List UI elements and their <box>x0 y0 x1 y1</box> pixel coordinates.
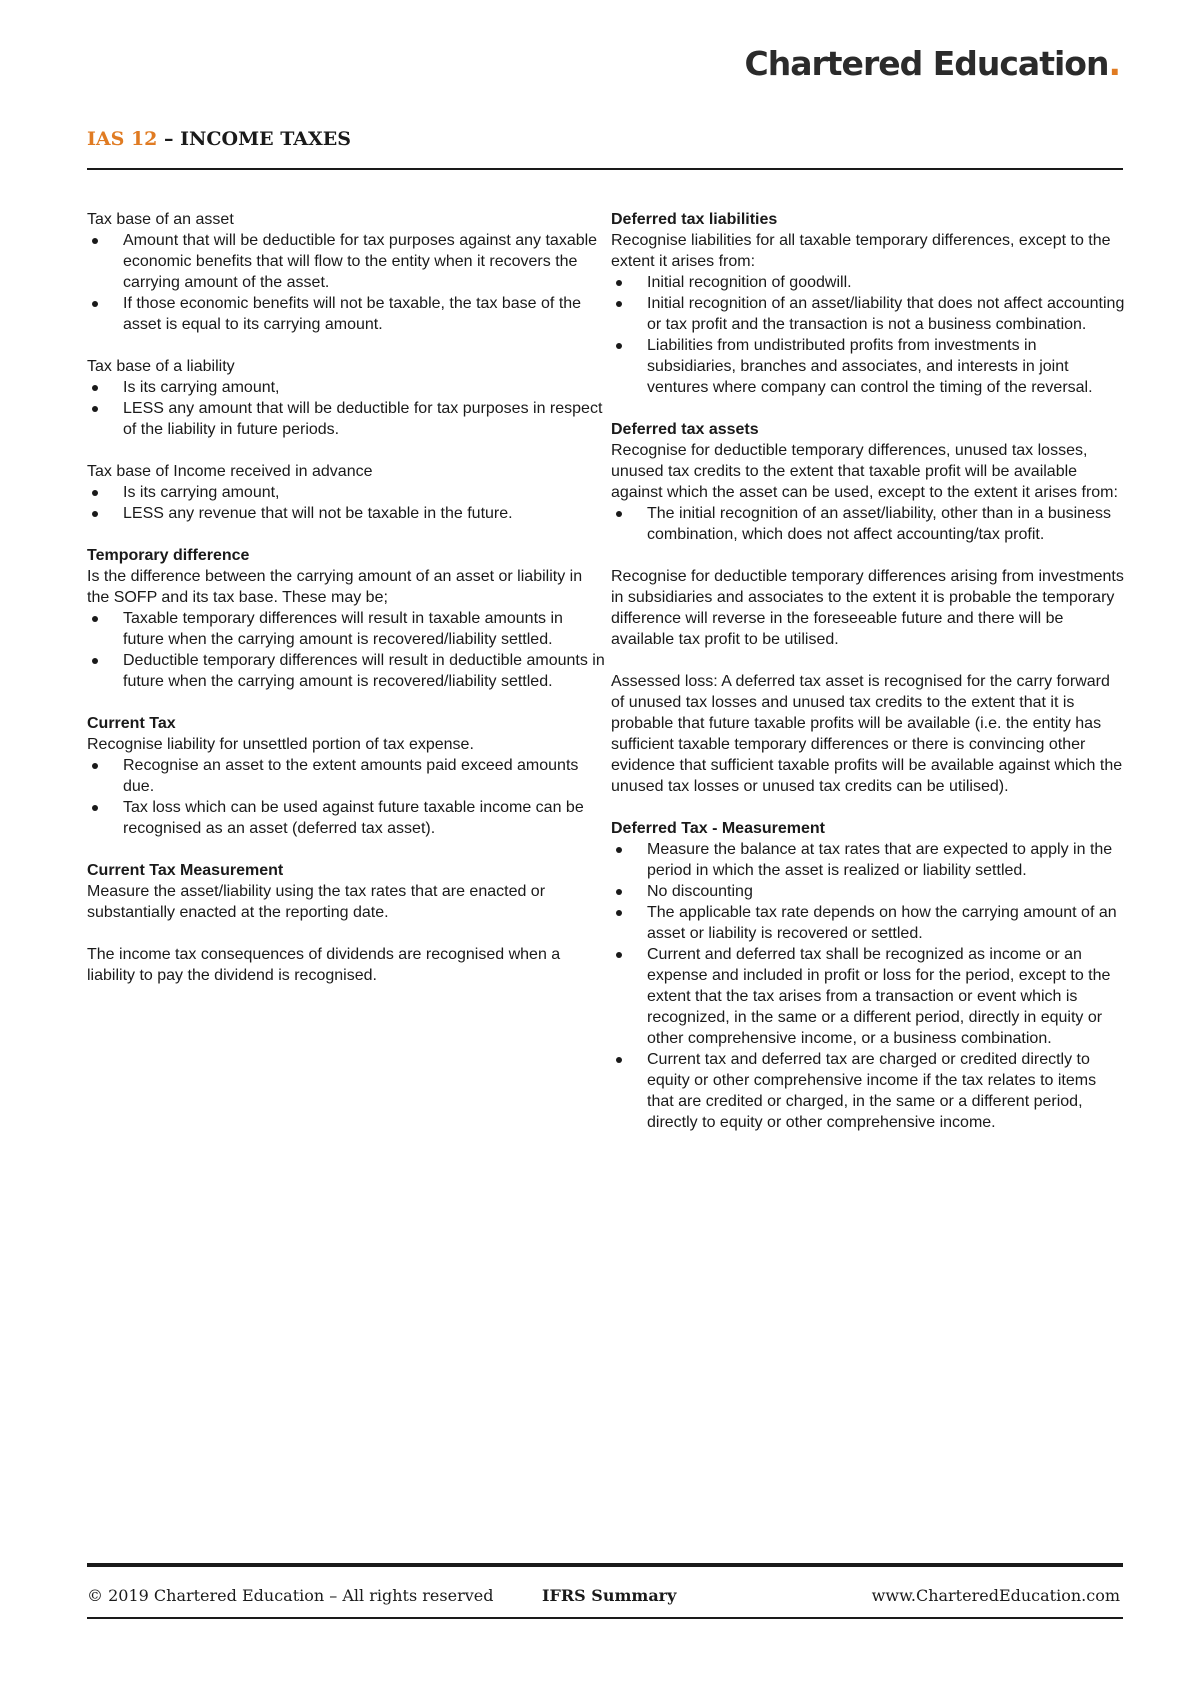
recognise-deductible-section <box>611 566 1126 650</box>
footer-divider-bottom <box>87 1617 1123 1619</box>
right-column <box>611 209 1126 1154</box>
section-heading: Tax base of a liability <box>87 358 235 375</box>
section-heading: Deferred tax liabilities <box>611 211 778 228</box>
tax-base-income-section <box>87 461 607 524</box>
list-item: LESS any revenue that will not be taxable in the future. <box>87 503 607 524</box>
list-item: Deductible temporary differences will result in deductible amounts in future when the carrying amount is recovered/liability settled. <box>87 650 607 692</box>
tax-base-liability-section <box>87 356 607 440</box>
assessed-loss-section <box>611 671 1126 797</box>
list-item: Initial recognition of an asset/liability that does not affect accounting or tax profit and the transaction is not a business combination. <box>611 293 1126 335</box>
brand-dot: . <box>1108 44 1120 83</box>
deferred-liabilities-section <box>611 209 1126 398</box>
list-item: The applicable tax rate depends on how the carrying amount of an asset or liability is recovered or settled. <box>611 902 1126 944</box>
header-divider <box>87 168 1123 170</box>
dividends-section <box>87 944 607 986</box>
section-text: Measure the asset/liability using the tax rates that are enacted or substantially enacted at the reporting date. <box>87 883 546 921</box>
section-heading: Current Tax Measurement <box>87 862 284 879</box>
list-item: Current and deferred tax shall be recognized as income or an expense and included in profit or loss for the period, except to the extent that the tax arises from a transaction or event which is recognized, in the same or a different period, directly in equity or other comprehensive income, or a business combination. <box>611 944 1126 1049</box>
bullet-list <box>611 839 1126 1133</box>
brand-name: Chartered Education <box>744 44 1109 83</box>
section-heading: Tax base of an asset <box>87 211 234 228</box>
list-item: Liabilities from undistributed profits from investments in subsidiaries, branches and associates, and interests in joint ventures where company can control the timing of the reversal. <box>611 335 1126 398</box>
bullet-list <box>87 377 607 440</box>
section-text: Recognise liabilities for all taxable temporary differences, except to the extent it arises from: <box>611 232 1111 270</box>
list-item: Current tax and deferred tax are charged or credited directly to equity or other comprehensive income if the tax relates to items that are credited or charged, in the same or a different period, directly to equity or other comprehensive income. <box>611 1049 1126 1133</box>
bullet-list <box>87 608 607 692</box>
title-rest: – INCOME TAXES <box>157 128 351 150</box>
section-heading: Deferred Tax - Measurement <box>611 820 825 837</box>
list-item: Tax loss which can be used against future taxable income can be recognised as an asset (deferred tax asset). <box>87 797 607 839</box>
bullet-list <box>87 230 607 335</box>
section-heading: Temporary difference <box>87 547 250 564</box>
bullet-list <box>87 755 607 839</box>
list-item: Taxable temporary differences will result in taxable amounts in future when the carrying amount is recovered/liability settled. <box>87 608 607 650</box>
section-heading: Deferred tax assets <box>611 421 759 438</box>
footer-divider-top <box>87 1563 1123 1567</box>
section-text: Recognise for deductible temporary differences, unused tax losses, unused tax credits to the extent that taxable profit will be available against which the asset can be used, except to the extent it arises from: <box>611 442 1118 501</box>
left-column <box>87 209 607 1007</box>
page-title <box>87 128 351 150</box>
footer-url[interactable]: www.CharteredEducation.com <box>871 1586 1120 1605</box>
section-text: Is the difference between the carrying amount of an asset or liability in the SOFP and its tax base. These may be; <box>87 568 583 606</box>
temporary-difference-section <box>87 545 607 692</box>
bullet-list <box>611 272 1126 398</box>
list-item: Recognise an asset to the extent amounts paid exceed amounts due. <box>87 755 607 797</box>
deferred-measurement-section <box>611 818 1126 1133</box>
list-item: Is its carrying amount, <box>87 482 607 503</box>
current-tax-measurement-section <box>87 860 607 923</box>
footer-title: IFRS Summary <box>542 1586 677 1605</box>
bullet-list <box>611 503 1126 545</box>
list-item: No discounting <box>611 881 1126 902</box>
title-code: IAS 12 <box>87 128 158 150</box>
brand-logo <box>745 44 1120 83</box>
bullet-list <box>87 482 607 524</box>
section-heading: Current Tax <box>87 715 176 732</box>
section-text: Recognise for deductible temporary differences arising from investments in subsidiaries and associates to the extent it is probable the temporary difference will reverse in the foreseeable future and there will be available tax profit to be utilised. <box>611 568 1124 648</box>
list-item: Is its carrying amount, <box>87 377 607 398</box>
tax-base-asset-section <box>87 209 607 335</box>
section-text: The income tax consequences of dividends are recognised when a liability to pay the dividend is recognised. <box>87 946 561 984</box>
deferred-assets-section <box>611 419 1126 545</box>
list-item: LESS any amount that will be deductible for tax purposes in respect of the liability in future periods. <box>87 398 607 440</box>
section-heading: Tax base of Income received in advance <box>87 463 373 480</box>
current-tax-section <box>87 713 607 839</box>
list-item: The initial recognition of an asset/liability, other than in a business combination, which does not affect accounting/tax profit. <box>611 503 1126 545</box>
list-item: Measure the balance at tax rates that are expected to apply in the period in which the asset is realized or liability settled. <box>611 839 1126 881</box>
section-text: Assessed loss: A deferred tax asset is recognised for the carry forward of unused tax losses and unused tax credits to the extent that it is probable that future taxable profits will be available (i.e. the entity has sufficient taxable temporary differences or there is convincing other evidence that sufficient taxable profits will be available against which the unused tax losses or unused tax credits can be utilised). <box>611 673 1123 795</box>
list-item: Amount that will be deductible for tax purposes against any taxable economic benefits that will flow to the entity when it recovers the carrying amount of the asset. <box>87 230 607 293</box>
list-item: Initial recognition of goodwill. <box>611 272 1126 293</box>
section-text: Recognise liability for unsettled portion of tax expense. <box>87 736 474 753</box>
footer-copyright: © 2019 Chartered Education – All rights reserved <box>87 1586 494 1605</box>
list-item: If those economic benefits will not be taxable, the tax base of the asset is equal to its carrying amount. <box>87 293 607 335</box>
